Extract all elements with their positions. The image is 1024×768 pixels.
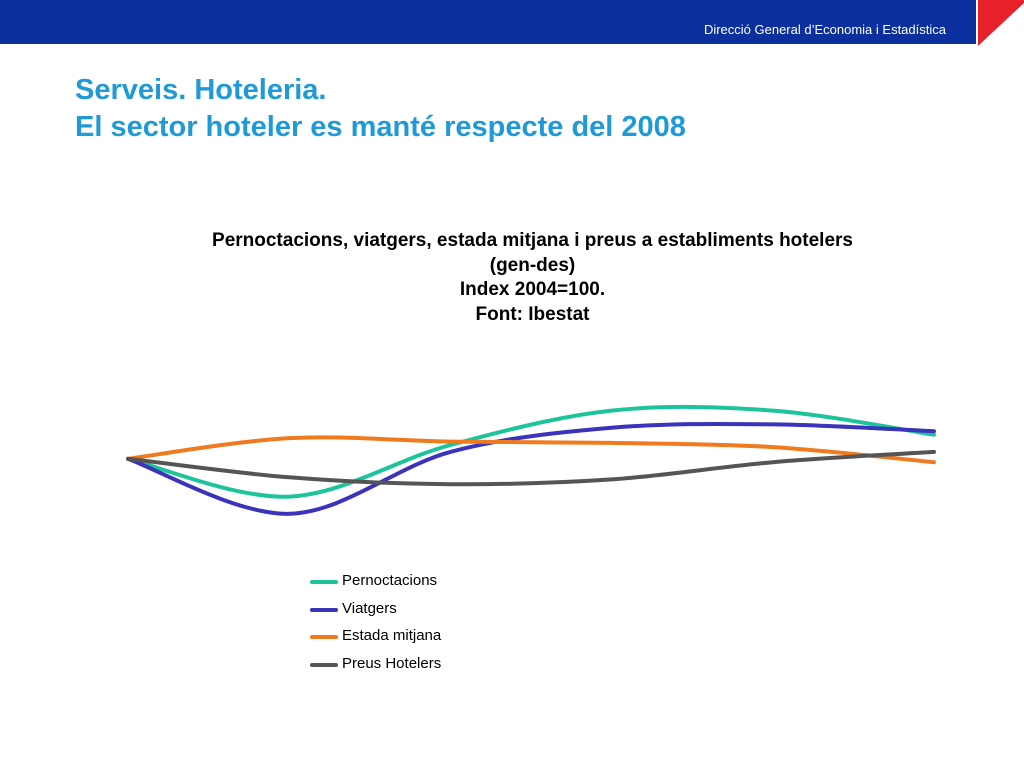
legend-label-viatgers: Viatgers — [342, 599, 397, 617]
legend-label-preus-hotelers: Preus Hotelers — [342, 654, 442, 672]
legend-label-pernoctacions: Pernoctacions — [342, 572, 438, 589]
legend-label-estada-mitjana: Estada mitjana — [342, 627, 442, 644]
legend-swatch-preus-hotelers — [310, 663, 338, 667]
chart-title-line-3: Index 2004=100. — [459, 279, 606, 300]
organization-name: Direcció General d’Economia i Estadística — [703, 22, 946, 37]
legend-swatch-pernoctacions — [310, 580, 338, 584]
legend-swatch-estada-mitjana — [310, 635, 338, 639]
series-line-preus-hotelers — [128, 452, 934, 484]
series-line-viatgers — [128, 424, 934, 514]
slide-title-line-2: El sector hoteler es manté respecte del 2008 — [75, 111, 686, 143]
legend-swatch-viatgers — [310, 608, 338, 612]
chart-title-line-4: Font: Ibestat — [475, 303, 590, 325]
chart-title-line-1: Pernoctacions, viatgers, estada mitjana i preus a establiments hotelers — [212, 230, 853, 251]
chart-title-line-2: (gen-des) — [489, 254, 576, 276]
slide-title-line-1: Serveis. Hoteleria. — [75, 74, 327, 106]
